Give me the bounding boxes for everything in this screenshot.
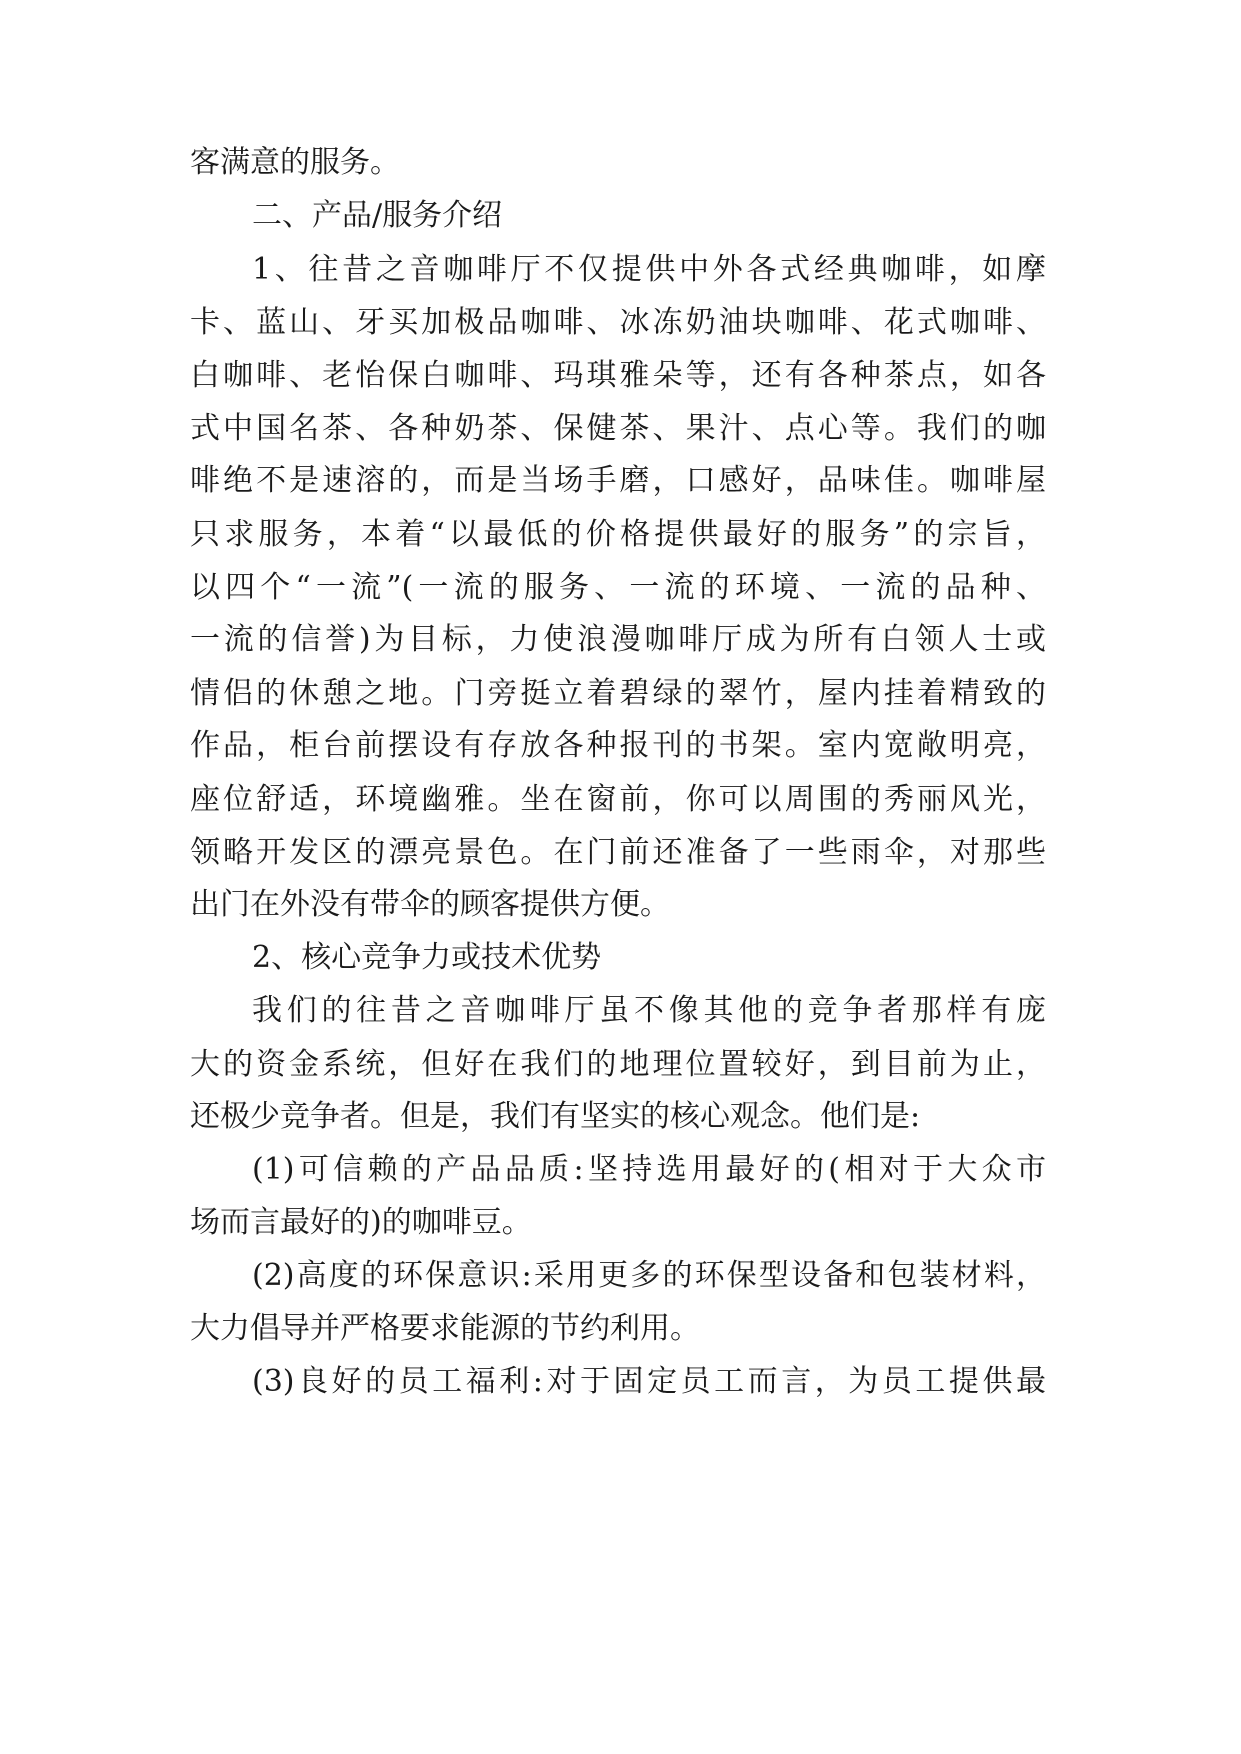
text-line: 大的资金系统，但好在我们的地理位置较好，到目前为止， xyxy=(190,1047,1046,1082)
section-heading: 2、核心竞争力或技术优势 xyxy=(252,940,602,975)
section-heading: 二、产品/服务介绍 xyxy=(252,198,503,233)
text-line: 领略开发区的漂亮景色。在门前还准备了一些雨伞，对那些 xyxy=(190,835,1046,870)
list-item: (3)良好的员工福利:对于固定员工而言，为员工提供最 xyxy=(252,1364,1046,1399)
text-line: 客满意的服务。 xyxy=(190,145,400,180)
text-line: 只求服务，本着“以最低的价格提供最好的服务”的宗旨， xyxy=(190,517,1046,552)
text-line: 白咖啡、老怡保白咖啡、玛琪雅朵等，还有各种茶点，如各 xyxy=(190,358,1046,393)
text-line: 出门在外没有带伞的顾客提供方便。 xyxy=(190,887,670,922)
list-item: (2)高度的环保意识:采用更多的环保型设备和包装材料， xyxy=(252,1258,1046,1293)
text-line: 大力倡导并严格要求能源的节约利用。 xyxy=(190,1311,700,1346)
text-line: 式中国名茶、各种奶茶、保健茶、果汁、点心等。我们的咖 xyxy=(190,411,1046,446)
text-line: 情侣的休憩之地。门旁挺立着碧绿的翠竹，屋内挂着精致的 xyxy=(190,676,1046,711)
text-line: 以四个“一流”(一流的服务、一流的环境、一流的品种、 xyxy=(190,570,1046,605)
text-line: 场而言最好的)的咖啡豆。 xyxy=(190,1205,532,1240)
text-line: 卡、蓝山、牙买加极品咖啡、冰冻奶油块咖啡、花式咖啡、 xyxy=(190,305,1046,340)
text-line: 作品，柜台前摆设有存放各种报刊的书架。室内宽敞明亮， xyxy=(190,728,1046,763)
text-line: 一流的信誉)为目标，力使浪漫咖啡厅成为所有白领人士或 xyxy=(190,622,1046,657)
text-line: 还极少竞争者。但是，我们有坚实的核心观念。他们是: xyxy=(190,1099,921,1134)
text-line: 座位舒适，环境幽雅。坐在窗前，你可以周围的秀丽风光， xyxy=(190,782,1046,817)
list-item: (1)可信赖的产品品质:坚持选用最好的(相对于大众市 xyxy=(252,1152,1046,1187)
text-line: 我们的往昔之音咖啡厅虽不像其他的竞争者那样有庞 xyxy=(252,993,1046,1028)
text-line: 啡绝不是速溶的，而是当场手磨，口感好，品味佳。咖啡屋 xyxy=(190,463,1046,498)
text-line: 1、往昔之音咖啡厅不仅提供中外各式经典咖啡，如摩 xyxy=(252,252,1046,287)
